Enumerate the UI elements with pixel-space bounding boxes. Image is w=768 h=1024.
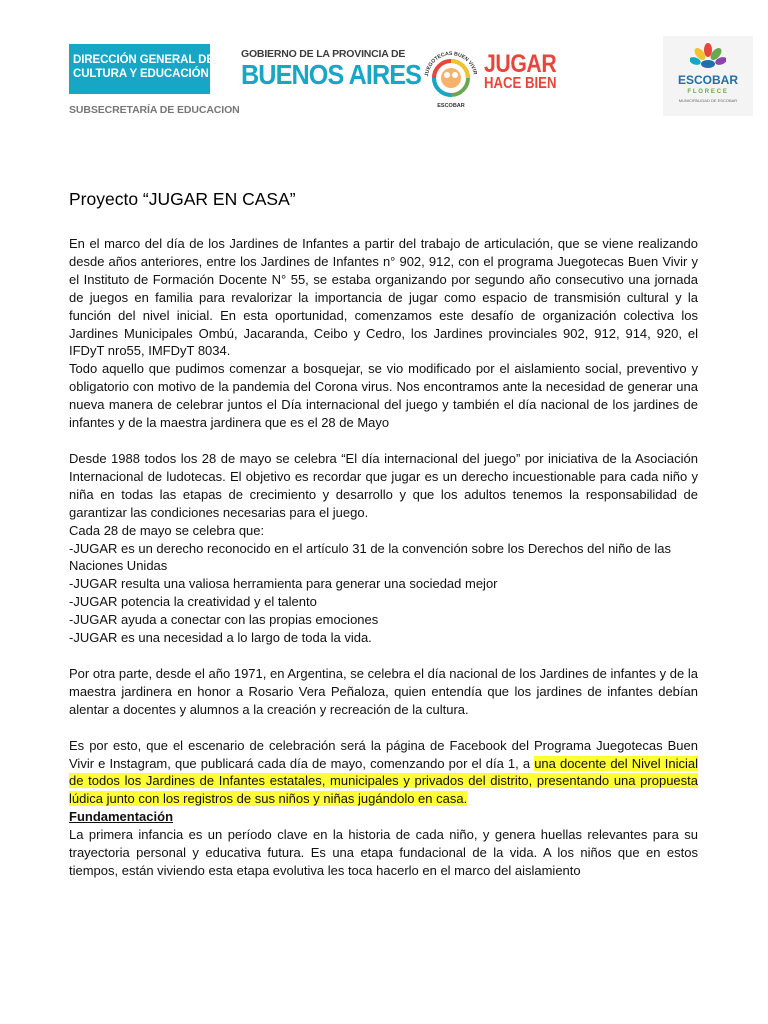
escobar-logo-municipality: MUNICIPALIDAD DE ESCOBAR bbox=[678, 98, 738, 103]
list-intro: Cada 28 de mayo se celebra que: bbox=[69, 522, 265, 538]
dgce-logo-line2: CULTURA Y EDUCACIÓN bbox=[73, 68, 209, 80]
document-header bbox=[0, 0, 768, 125]
document-body bbox=[69, 187, 698, 880]
paragraph-fundamentacion: La primera infancia es un período clave en la historia de cada niño, y genera huellas relevantes para su trayectoria personal y educativa futura. Es una etapa fundacional de la vida. A los niños que en estos tiempos, están viviendo esta etapa evolutiva les toca hacerlo en el marco del aislamiento bbox=[69, 827, 698, 878]
dgce-logo bbox=[69, 44, 214, 94]
list-item: -JUGAR potencia la creatividad y el talento bbox=[69, 594, 317, 610]
paragraph-pandemic: Todo aquello que pudimos comenzar a bosquejar, se vio modificado por el aislamiento social, preventivo y obligatorio con motivo de la pandemia del Corona virus. Nos encontramos ante la necesidad de generar una nueva manera de celebrar juntos el Día internacional del juego y también el día nacional de los jardines de infantes y de la maestra jardinera que es el 28 de Mayo bbox=[69, 361, 698, 431]
subsecretaria-label: SUBSECRETARÍA DE EDUCACION bbox=[69, 104, 240, 116]
jugar-hace-bien-line1: JUGAR bbox=[484, 50, 557, 78]
list-item: -JUGAR ayuda a conectar con las propias emociones bbox=[69, 612, 379, 628]
paragraph-celebration-text: Es por esto, que el escenario de celebración será la página de Facebook del Programa Juegotecas Buen Vivir e Instagram, que publicará cada día de mayo, comenzando por el día 1, a bbox=[69, 737, 698, 771]
juegotecas-ring-text: JUEGOTECAS BUEN VIVIR bbox=[424, 50, 478, 77]
list-item: -JUGAR resulta una valiosa herramienta para generar una sociedad mejor bbox=[69, 576, 498, 592]
juegotecas-bottom-text: ESCOBAR bbox=[437, 103, 465, 109]
list-item: -JUGAR es un derecho reconocido en el artículo 31 de la convención sobre los Derechos del niño de las Naciones Unidas bbox=[69, 540, 671, 574]
jugar-hace-bien-line2: HACE BIEN bbox=[484, 75, 557, 92]
dgce-logo-line1: DIRECCIÓN GENERAL DE bbox=[73, 54, 214, 66]
paragraph-spacer bbox=[69, 719, 698, 737]
highlighted-text: una docente del Nivel Inicial de todos los Jardines de Infantes estatales, municipales y privados del distrito, presentando una propuesta lúdica junto con los registros de sus niños y niñas jugándolo en casa. bbox=[69, 755, 698, 807]
flower-icon bbox=[690, 42, 726, 72]
paragraph-national-day: Por otra parte, desde el año 1971, en Argentina, se celebra el día nacional de los Jardines de infantes y de la maestra jardinera en honor a Rosario Vera Peñaloza, quien entendía que los jardines de infantes debían alentar a docentes y alumnos a la creación y recreación de la cultura. bbox=[69, 665, 698, 717]
jugar-hace-bien-logo bbox=[484, 50, 557, 92]
escobar-logo-name: ESCOBAR bbox=[677, 73, 738, 87]
escobar-logo-tagline: FLORECE bbox=[687, 89, 729, 95]
paragraph-spacer bbox=[69, 647, 698, 665]
paragraph-intro: En el marco del día de los Jardines de Infantes a partir del trabajo de articulación, que se viene realizando desde años anteriores, entre los Jardines de Infantes n° 902, 912, con el programa Juegotecas Buen Vivir y el Instituto de Formación Docente N° 55, se estaba organizando por segundo año consecutivo una jornada de juegos en familia para revalorizar la importancia de jugar como espacio de transmisión cultural y la función del nivel inicial. En esta oportunidad, comenzamos este desafío de organización colectiva los Jardines Municipales Ombú, Jacaranda, Ceibo y Cedro, los Jardines provinciales 902, 912, 914, 920, el IFDyT nro55, IMFDyT 8034. bbox=[69, 236, 698, 359]
buenos-aires-logo bbox=[241, 48, 422, 90]
document-title: Proyecto “JUGAR EN CASA” bbox=[69, 189, 296, 209]
paragraph-international-day: Desde 1988 todos los 28 de mayo se celebra “El día internacional del juego” por iniciativa de la Asociación Internacional de ludotecas. El objetivo es recordar que jugar es un derecho incuestionable para cada niño y niña en todas las etapas de crecimiento y desarrollo y que los adultos tenemos la responsabilidad de garantizar las condiciones necesarias para el juego. bbox=[69, 450, 698, 520]
section-title-fundamentacion: Fundamentación bbox=[69, 809, 174, 825]
buenos-aires-logo-line1: GOBIERNO DE LA PROVINCIA DE bbox=[241, 48, 406, 60]
juegotecas-buen-vivir-logo bbox=[420, 44, 482, 112]
buenos-aires-logo-line2: BUENOS AIRES bbox=[241, 59, 422, 90]
paragraph-celebration bbox=[69, 737, 698, 809]
list-item: -JUGAR es una necesidad a lo largo de toda la vida. bbox=[69, 630, 372, 646]
paragraph-spacer bbox=[69, 432, 698, 450]
